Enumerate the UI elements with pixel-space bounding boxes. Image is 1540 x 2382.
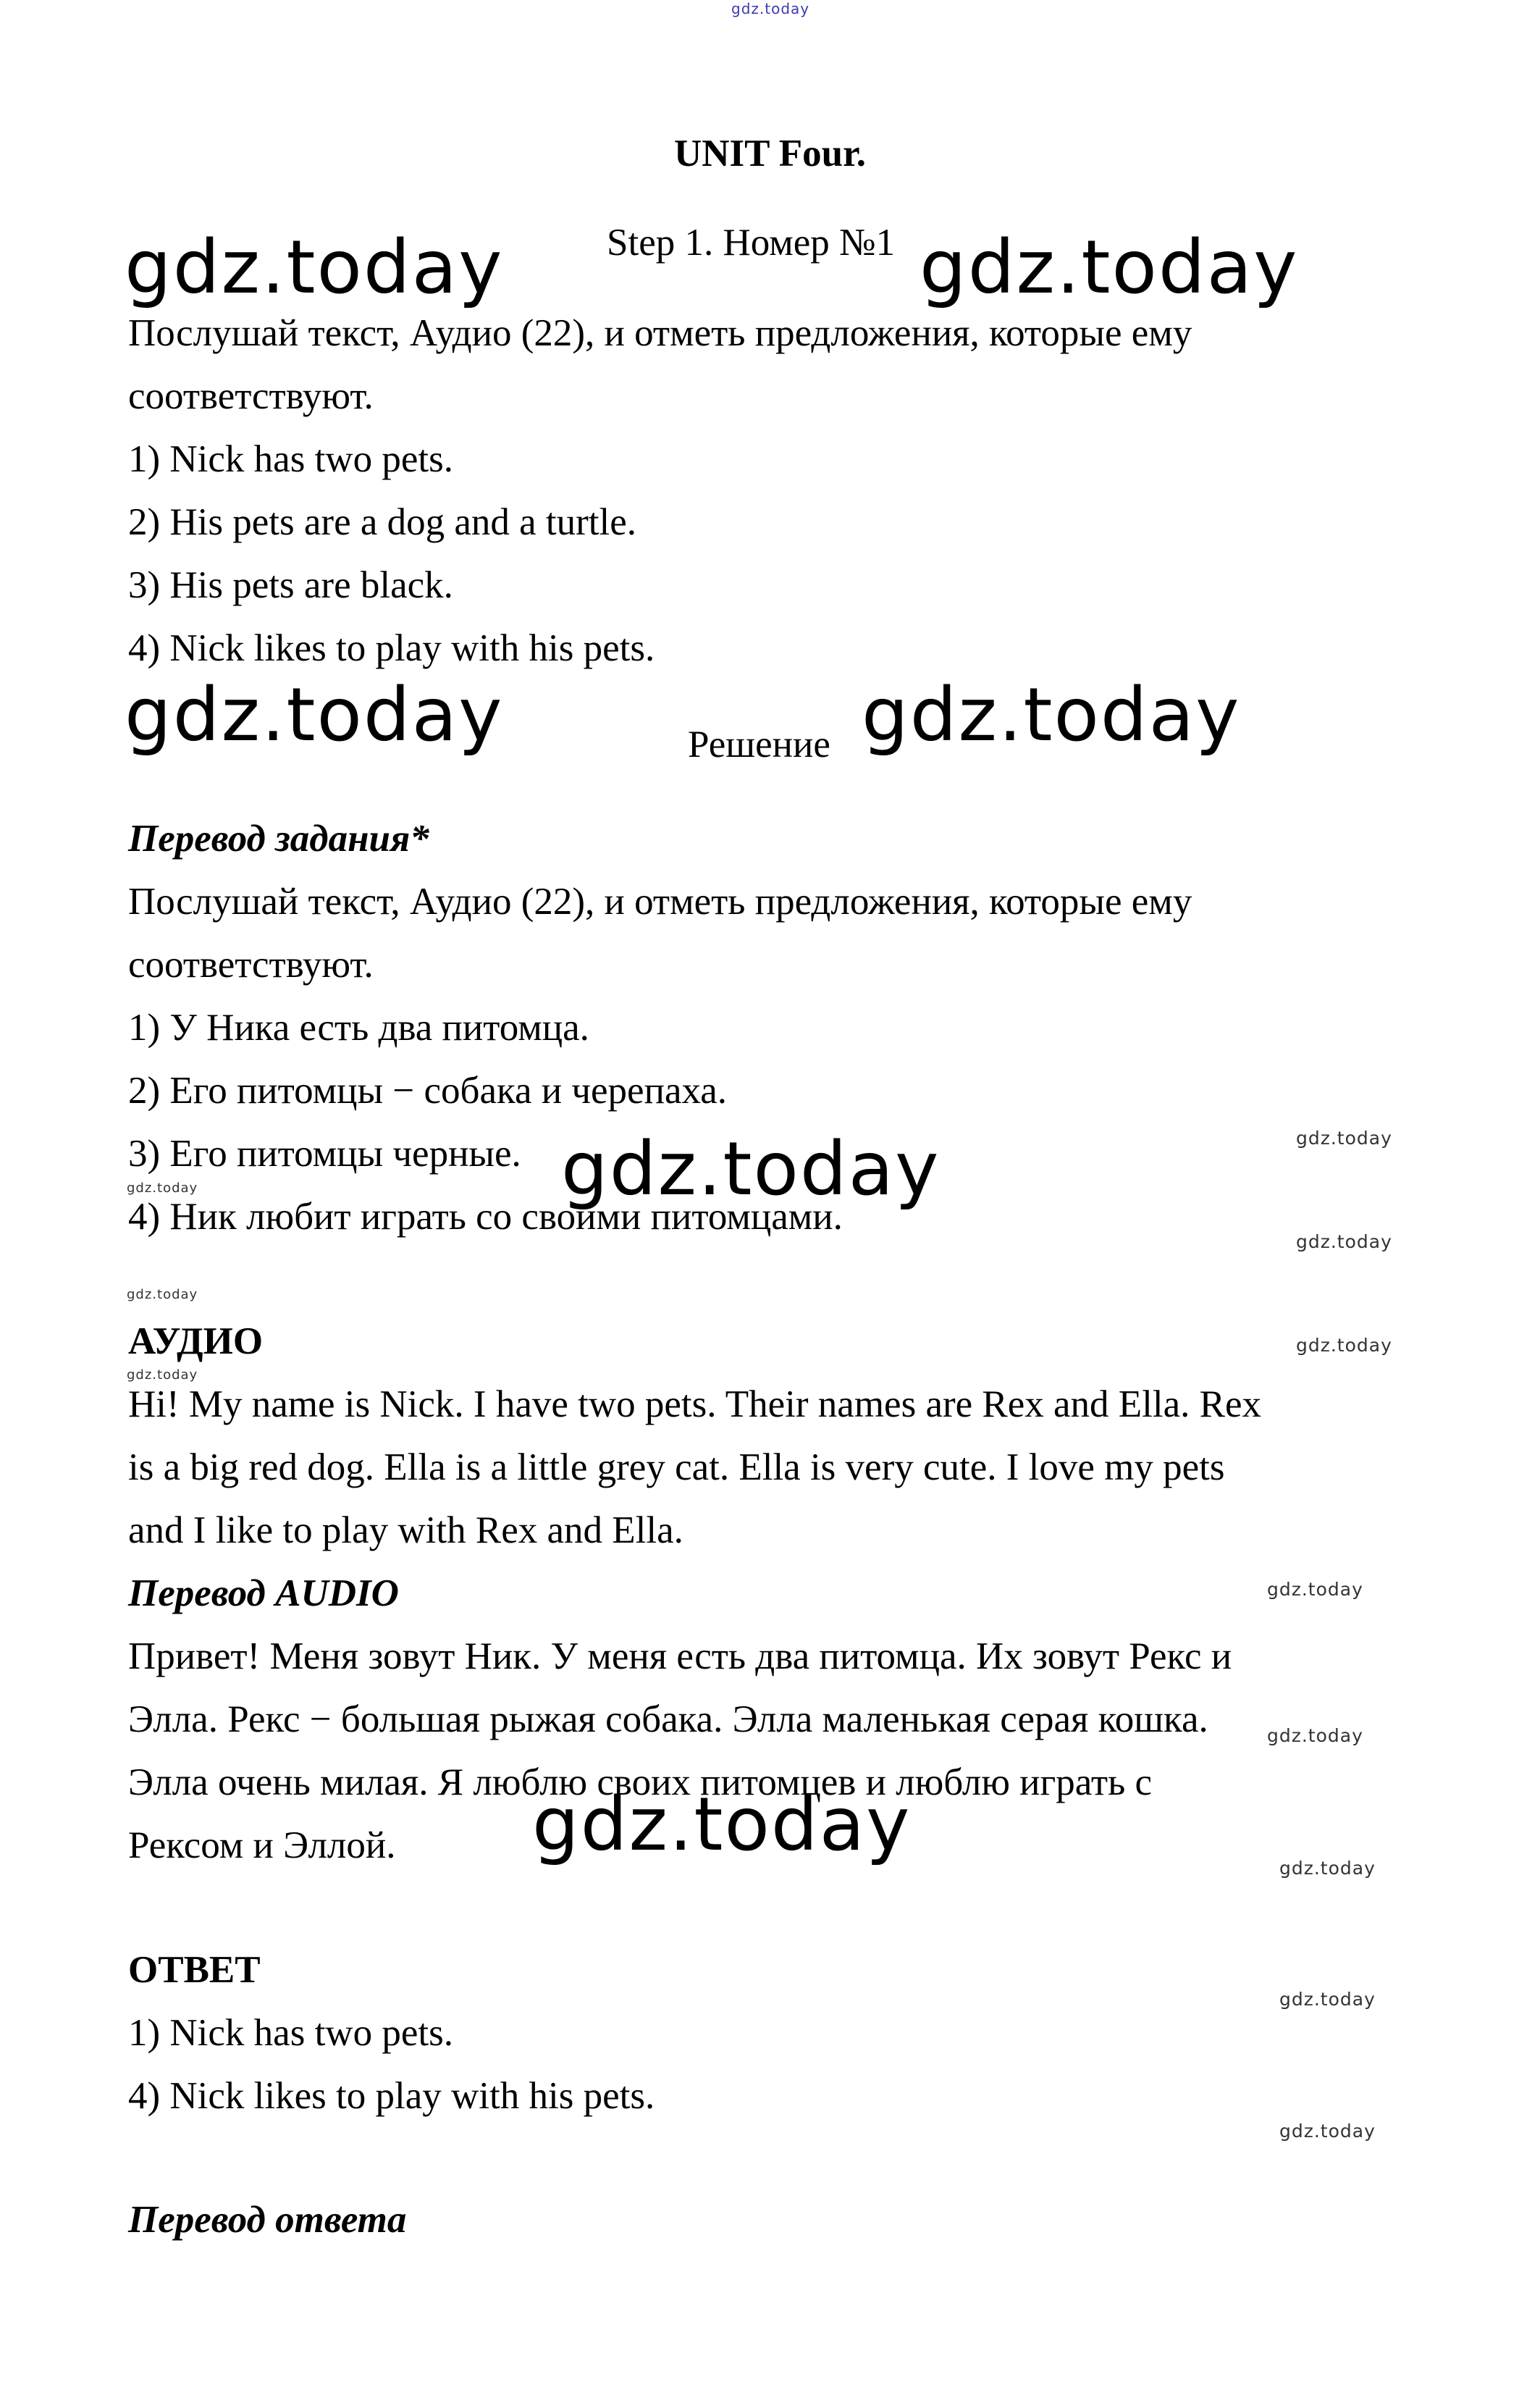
watermark-big: gdz.today [532,1782,912,1868]
answer-item: 4) Nick likes to play with his pets. [128,2075,655,2117]
audio-translation-heading: Перевод AUDIO [128,1572,399,1614]
audio-translation-line: Рексом и Эллой. [128,1824,396,1866]
answer-translation-heading: Перевод ответа [128,2199,407,2241]
translation-instruction: Послушай текст, Аудио (22), и отметь предложения, которые ему [128,881,1192,923]
answer-item: 1) Nick has two pets. [128,2012,453,2054]
translation-item: 1) У Ника есть два питомца. [128,1007,589,1049]
task-item: 3) His pets are black. [128,564,453,606]
audio-text-line: and I like to play with Rex and Ella. [128,1509,683,1551]
watermark-big: gdz.today [125,225,504,311]
unit-title: UNIT Four. [673,133,867,175]
watermark-top: gdz.today [731,0,810,17]
task-instruction: соответствуют. [128,375,374,417]
task-item: 2) His pets are a dog and a turtle. [128,501,637,543]
watermark-big: gdz.today [920,225,1299,311]
watermark-tiny: gdz.today [127,1367,198,1383]
task-item: 4) Nick likes to play with his pets. [128,627,655,669]
audio-translation-line: Привет! Меня зовут Ник. У меня есть два питомца. Их зовут Рекс и [128,1635,1232,1677]
watermark-tiny: gdz.today [127,1287,198,1302]
watermark-big: gdz.today [125,672,504,758]
watermark-big: gdz.today [862,672,1241,758]
watermark-small: gdz.today [1296,1231,1392,1252]
answer-heading: ОТВЕТ [128,1949,261,1991]
translation-instruction: соответствуют. [128,944,374,986]
translation-item: 4) Ник любит играть со своими питомцами. [128,1196,843,1238]
audio-translation-line: Элла. Рекс − большая рыжая собака. Элла маленькая серая кошка. [128,1698,1208,1740]
watermark-small: gdz.today [1296,1128,1392,1149]
watermark-small: gdz.today [1279,1858,1376,1879]
audio-text-line: Hi! My name is Nick. I have two pets. Their names are Rex and Ella. Rex [128,1383,1262,1425]
translation-item: 2) Его питомцы − собака и черепаха. [128,1070,728,1112]
watermark-small: gdz.today [1267,1725,1363,1746]
audio-translation-line: Элла очень милая. Я люблю своих питомцев и люблю играть с [128,1761,1153,1803]
task-item: 1) Nick has two pets. [128,438,453,480]
audio-heading: АУДИО [128,1320,264,1362]
watermark-small: gdz.today [1267,1579,1363,1600]
task-instruction: Послушай текст, Аудио (22), и отметь предложения, которые ему [128,312,1192,354]
translation-heading: Перевод задания* [128,818,429,860]
audio-text-line: is a big red dog. Ella is a little grey cat. Ella is very cute. I love my pets [128,1446,1225,1488]
solution-label: Решение [688,724,830,766]
watermark-big: gdz.today [561,1126,941,1212]
watermark-tiny: gdz.today [127,1180,198,1196]
watermark-small: gdz.today [1279,1989,1376,2010]
translation-item: 3) Его питомцы черные. [128,1133,521,1175]
step-label: Step 1. Номер №1 [607,222,896,264]
watermark-small: gdz.today [1279,2121,1376,2142]
watermark-small: gdz.today [1296,1335,1392,1356]
